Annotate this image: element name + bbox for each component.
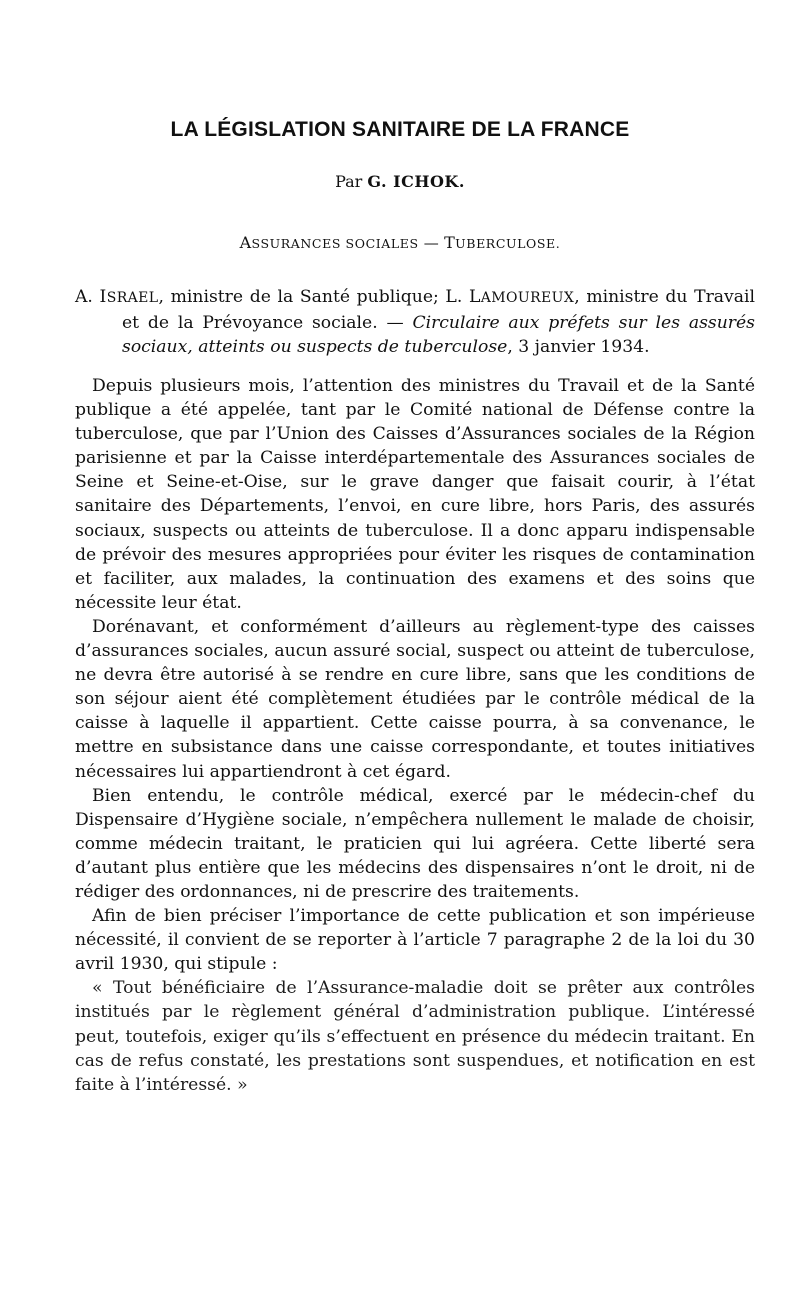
page-title: LA LÉGISLATION SANITAIRE DE LA FRANCE xyxy=(170,118,630,141)
circular-date: , 3 janvier 1934. xyxy=(507,337,650,357)
paragraph-3: Bien entendu, le contrôle médical, exercé par le médecin-chef du Dispensaire d’Hygiène sociale, n’empêchera nullement le malade de choisir, comme médecin traitant, le praticien qui lui agréera. Cette liberté sera d’autant plus entière que les médecins des dispensaires n’ont le droit, ni de rédiger des ordonnances, ni de prescrire des traitements. xyxy=(75,785,755,902)
paragraph-2: Dorénavant, et conformément d’ailleurs au règlement-type des caisses d’assurances sociales, aucun assuré social, suspect ou atteint de tuberculose, ne devra être autorisé à se rendre en cure libre, sans que les conditions de son séjour aient été complètement étudiées par le contrôle médical de la caisse à laquelle il appartient. Cette caisse pourra, à sa convenance, le mettre en subsistance dans une caisse correspondante, et toutes initiatives nécessaires lui appartiendront à cet égard. xyxy=(75,616,755,782)
reference-lead: A. xyxy=(75,287,100,307)
circular-reference xyxy=(75,285,755,360)
paragraph-4: Afin de bien préciser l’importance de cette publication et son impérieuse nécessité, il convient de se reporter à l’article 7 paragraphe 2 de la loi du 30 avril 1930, qui stipule : xyxy=(75,906,755,975)
author-prefix: Par xyxy=(335,172,363,191)
section-heading xyxy=(0,233,800,252)
body-text xyxy=(75,374,755,1097)
section-part2-cap: T xyxy=(444,233,456,252)
section-dash: — xyxy=(423,234,440,252)
author-line xyxy=(0,172,800,191)
section-part1-cap: A xyxy=(239,233,252,252)
section-part1-rest: SSURANCES SOCIALES xyxy=(251,236,419,251)
author-name: G. ICHOK. xyxy=(367,172,465,191)
circular-title: Circulaire aux préfets sur les assurés sociaux, atteints ou suspects de tuberculose xyxy=(122,312,755,357)
minister-role-1: , ministre de la Santé publique; L. xyxy=(158,287,469,307)
section-part2-rest: UBERCULOSE. xyxy=(455,236,561,251)
minister-role-2: , ministre du Travail et de la Prévoyance sociale. — xyxy=(122,287,756,333)
paragraph-1: Depuis plusieurs mois, l’attention des ministres du Travail et de la Santé publique a été appelée, tant par le Comité national de Défense contre la tuberculose, que par l’Union des Caisses d’Assurances sociales de la Région parisienne et par la Caisse interdépartementale des Assurances sociales de Seine et Seine-et-Oise, sur le grave danger que faisait courir, à l’état sanitaire des Départements, l’envoi, en cure libre, hors Paris, des assurés sociaux, suspects ou atteints de tuberculose. Il a donc apparu indispensable de prévoir des mesures appropriées pour éviter les risques de contamination et faciliter, aux malades, la continuation des examens et des soins que nécessite leur état. xyxy=(75,376,755,613)
minister-name-israel: ISRAEL xyxy=(99,287,159,307)
minister-name-lamoureux: LAMOUREUX xyxy=(468,287,575,307)
law-quotation: « Tout bénéficiaire de l’Assurance-maladie doit se prêter aux contrôles institués par le règlement général d’administration publique. L’intéressé peut, toutefois, exiger qu’ils s’effectuent en présence du médecin traitant. En cas de refus constaté, les prestations sont suspendues, et notification en est faite à l’intéressé. » xyxy=(75,978,755,1095)
